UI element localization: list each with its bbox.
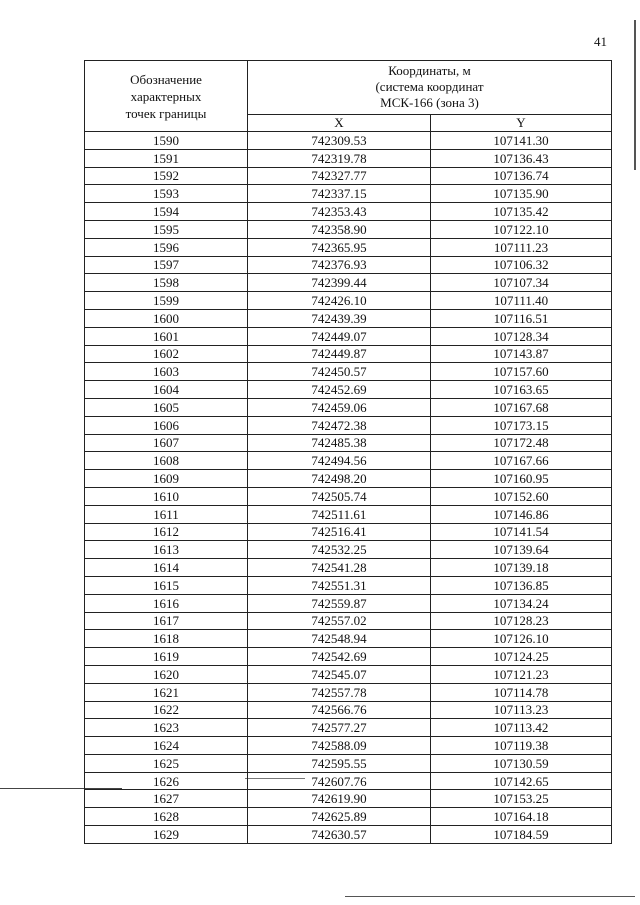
cell-point: 1628 <box>85 808 248 826</box>
table-row <box>85 523 612 541</box>
cell-point: 1601 <box>85 327 248 345</box>
cell-point: 1616 <box>85 594 248 612</box>
cell-y: 107146.86 <box>431 505 612 523</box>
cell-y: 107139.64 <box>431 541 612 559</box>
cell-y: 107139.18 <box>431 559 612 577</box>
cell-x: 742516.41 <box>248 523 431 541</box>
cell-x: 742630.57 <box>248 826 431 844</box>
table-row <box>85 185 612 203</box>
cell-x: 742439.39 <box>248 309 431 327</box>
cell-y: 107128.34 <box>431 327 612 345</box>
table-row <box>85 737 612 755</box>
cell-point: 1592 <box>85 167 248 185</box>
table-row <box>85 149 612 167</box>
cell-point: 1612 <box>85 523 248 541</box>
cell-x: 742595.55 <box>248 754 431 772</box>
cell-y: 107121.23 <box>431 665 612 683</box>
cell-point: 1604 <box>85 381 248 399</box>
table-row <box>85 167 612 185</box>
cell-x: 742511.61 <box>248 505 431 523</box>
cell-x: 742588.09 <box>248 737 431 755</box>
cell-y: 107126.10 <box>431 630 612 648</box>
cell-y: 107136.85 <box>431 576 612 594</box>
cell-y: 107142.65 <box>431 772 612 790</box>
cell-y: 107113.42 <box>431 719 612 737</box>
cell-y: 107164.18 <box>431 808 612 826</box>
table-row <box>85 220 612 238</box>
cell-y: 107122.10 <box>431 220 612 238</box>
cell-y: 107143.87 <box>431 345 612 363</box>
cell-x: 742619.90 <box>248 790 431 808</box>
cell-y: 107106.32 <box>431 256 612 274</box>
table-row <box>85 648 612 666</box>
bottom-rule <box>345 896 635 897</box>
cell-x: 742566.76 <box>248 701 431 719</box>
table-row <box>85 826 612 844</box>
table-row <box>85 345 612 363</box>
cell-x: 742426.10 <box>248 292 431 310</box>
cell-point: 1598 <box>85 274 248 292</box>
cell-point: 1624 <box>85 737 248 755</box>
header-y: Y <box>431 114 612 132</box>
cell-point: 1623 <box>85 719 248 737</box>
cell-x: 742449.87 <box>248 345 431 363</box>
cell-point: 1597 <box>85 256 248 274</box>
cell-point: 1613 <box>85 541 248 559</box>
cell-y: 107107.34 <box>431 274 612 292</box>
table-row <box>85 363 612 381</box>
cell-y: 107184.59 <box>431 826 612 844</box>
cell-x: 742559.87 <box>248 594 431 612</box>
page-number: 41 <box>594 34 607 49</box>
header-coords-line2: (система координат <box>375 79 484 95</box>
cell-y: 107136.74 <box>431 167 612 185</box>
cell-point: 1614 <box>85 559 248 577</box>
cell-point: 1590 <box>85 132 248 150</box>
table-row <box>85 576 612 594</box>
header-x: X <box>248 114 431 132</box>
table-row <box>85 203 612 221</box>
cell-y: 107116.51 <box>431 309 612 327</box>
cell-y: 107134.24 <box>431 594 612 612</box>
header-coords-line3: МСК-166 (зона 3) <box>380 95 479 111</box>
cell-y: 107119.38 <box>431 737 612 755</box>
cell-point: 1626 <box>85 772 248 790</box>
table-row <box>85 505 612 523</box>
cell-x: 742337.15 <box>248 185 431 203</box>
cell-x: 742541.28 <box>248 559 431 577</box>
cell-y: 107167.68 <box>431 398 612 416</box>
table-row <box>85 772 612 790</box>
cell-x: 742376.93 <box>248 256 431 274</box>
cell-x: 742607.76 <box>248 772 431 790</box>
cell-point: 1594 <box>85 203 248 221</box>
cell-point: 1620 <box>85 665 248 683</box>
cell-x: 742548.94 <box>248 630 431 648</box>
table-row <box>85 541 612 559</box>
cell-y: 107172.48 <box>431 434 612 452</box>
table-row <box>85 487 612 505</box>
cell-y: 107141.54 <box>431 523 612 541</box>
cell-y: 107152.60 <box>431 487 612 505</box>
cell-x: 742309.53 <box>248 132 431 150</box>
cell-point: 1593 <box>85 185 248 203</box>
table-row <box>85 719 612 737</box>
table-row <box>85 238 612 256</box>
cell-point: 1627 <box>85 790 248 808</box>
cell-x: 742545.07 <box>248 665 431 683</box>
cell-point: 1603 <box>85 363 248 381</box>
cell-y: 107111.23 <box>431 238 612 256</box>
cell-x: 742472.38 <box>248 416 431 434</box>
header-coords-line1: Координаты, м <box>388 63 471 79</box>
table-row <box>85 594 612 612</box>
cell-y: 107111.40 <box>431 292 612 310</box>
header-coordinates <box>248 61 612 115</box>
cell-y: 107141.30 <box>431 132 612 150</box>
cell-y: 107167.66 <box>431 452 612 470</box>
cell-y: 107113.23 <box>431 701 612 719</box>
cell-x: 742532.25 <box>248 541 431 559</box>
cell-point: 1599 <box>85 292 248 310</box>
table-row <box>85 665 612 683</box>
header-point-line2: характерных <box>130 88 202 104</box>
table-row <box>85 754 612 772</box>
cell-x: 742353.43 <box>248 203 431 221</box>
table-header <box>85 61 612 132</box>
cell-x: 742505.74 <box>248 487 431 505</box>
header-point-line1: Обозначение <box>130 71 202 87</box>
cell-x: 742365.95 <box>248 238 431 256</box>
cell-point: 1609 <box>85 470 248 488</box>
cell-point: 1605 <box>85 398 248 416</box>
table-row <box>85 612 612 630</box>
scan-edge-line <box>634 20 636 170</box>
header-point-line3: точек границы <box>125 105 207 121</box>
cell-x: 742319.78 <box>248 149 431 167</box>
table-row <box>85 630 612 648</box>
table-row <box>85 416 612 434</box>
cell-y: 107163.65 <box>431 381 612 399</box>
cell-point: 1607 <box>85 434 248 452</box>
cell-point: 1606 <box>85 416 248 434</box>
cell-point: 1608 <box>85 452 248 470</box>
cell-y: 107173.15 <box>431 416 612 434</box>
cell-y: 107157.60 <box>431 363 612 381</box>
cell-point: 1617 <box>85 612 248 630</box>
cell-point: 1600 <box>85 309 248 327</box>
cell-x: 742450.57 <box>248 363 431 381</box>
table-row <box>85 309 612 327</box>
cell-x: 742452.69 <box>248 381 431 399</box>
cell-x: 742557.78 <box>248 683 431 701</box>
cell-x: 742625.89 <box>248 808 431 826</box>
table-row <box>85 327 612 345</box>
table-row <box>85 256 612 274</box>
table-row <box>85 559 612 577</box>
cell-point: 1595 <box>85 220 248 238</box>
cell-y: 107114.78 <box>431 683 612 701</box>
cell-y: 107135.90 <box>431 185 612 203</box>
cell-y: 107136.43 <box>431 149 612 167</box>
cell-x: 742557.02 <box>248 612 431 630</box>
cell-y: 107130.59 <box>431 754 612 772</box>
table-row <box>85 452 612 470</box>
cell-y: 107153.25 <box>431 790 612 808</box>
cell-point: 1625 <box>85 754 248 772</box>
cell-y: 107160.95 <box>431 470 612 488</box>
table-row <box>85 274 612 292</box>
cell-point: 1611 <box>85 505 248 523</box>
table-row <box>85 434 612 452</box>
table-row <box>85 470 612 488</box>
cell-x: 742494.56 <box>248 452 431 470</box>
cell-x: 742542.69 <box>248 648 431 666</box>
cell-point: 1615 <box>85 576 248 594</box>
cell-x: 742459.06 <box>248 398 431 416</box>
table-row <box>85 808 612 826</box>
cell-point: 1619 <box>85 648 248 666</box>
cell-y: 107124.25 <box>431 648 612 666</box>
table-body <box>85 132 612 844</box>
table-row <box>85 398 612 416</box>
header-point-designation <box>85 61 248 132</box>
cell-point: 1621 <box>85 683 248 701</box>
cell-point: 1596 <box>85 238 248 256</box>
cell-point: 1618 <box>85 630 248 648</box>
cell-x: 742485.38 <box>248 434 431 452</box>
cell-point: 1591 <box>85 149 248 167</box>
cell-x: 742399.44 <box>248 274 431 292</box>
coordinates-table <box>84 60 612 844</box>
cell-y: 107128.23 <box>431 612 612 630</box>
cell-x: 742358.90 <box>248 220 431 238</box>
cell-x: 742551.31 <box>248 576 431 594</box>
table-row <box>85 292 612 310</box>
table-row <box>85 132 612 150</box>
cell-x: 742327.77 <box>248 167 431 185</box>
cell-x: 742449.07 <box>248 327 431 345</box>
cell-point: 1602 <box>85 345 248 363</box>
cell-point: 1610 <box>85 487 248 505</box>
cell-x: 742577.27 <box>248 719 431 737</box>
cell-point: 1629 <box>85 826 248 844</box>
cell-point: 1622 <box>85 701 248 719</box>
table-row <box>85 790 612 808</box>
cell-y: 107135.42 <box>431 203 612 221</box>
table-row <box>85 683 612 701</box>
table-row <box>85 701 612 719</box>
table-row <box>85 381 612 399</box>
cell-x: 742498.20 <box>248 470 431 488</box>
